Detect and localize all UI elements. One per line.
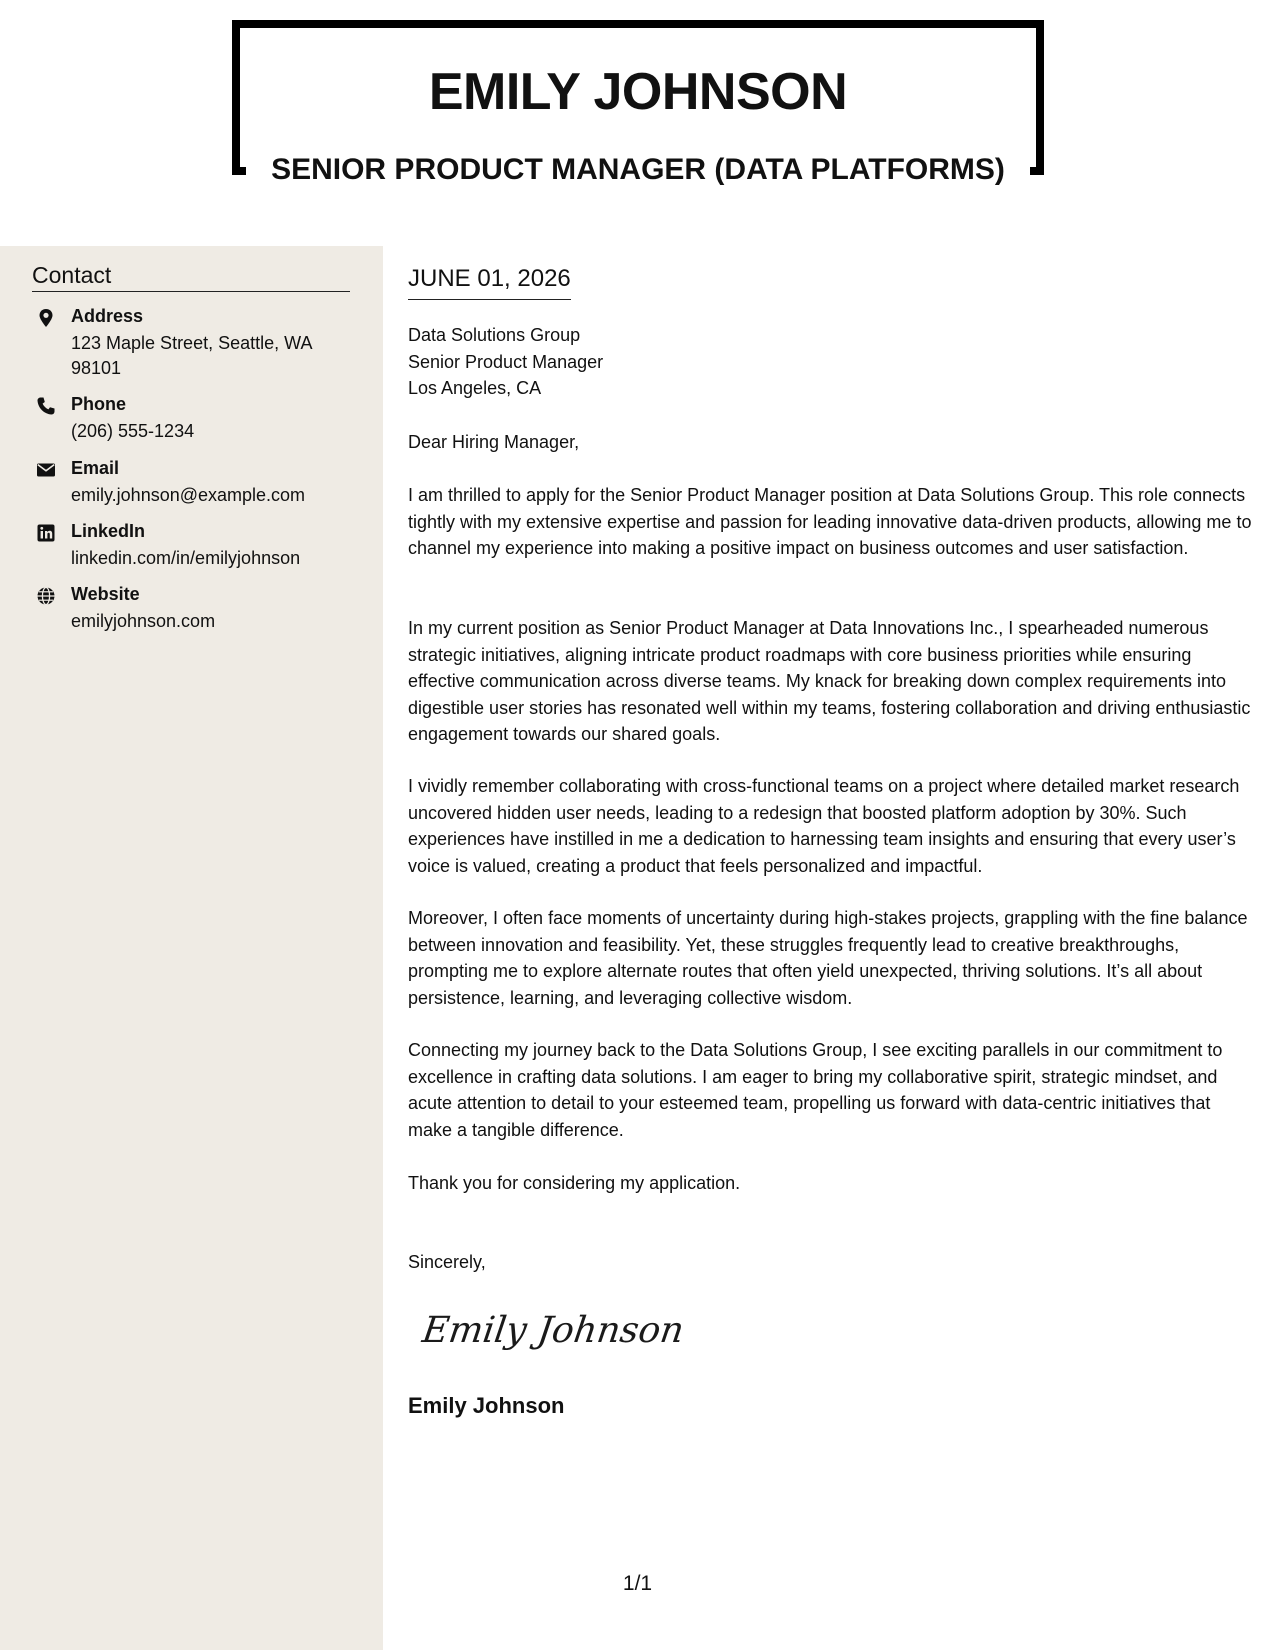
paragraph: Moreover, I often face moments of uncertainty during high-stakes projects, grappling with the fine balance between innovation and feasibility. Yet, these struggles frequently lead to creative breakthroughs, prompting me to explore alternate routes that often yield unexpected, thriving solutions. It’s all about persistence, learning, and leveraging collective wisdom. <box>408 908 1248 1008</box>
contact-value: emilyjohnson.com <box>71 611 216 631</box>
recipient-line: Data Solutions Group <box>408 325 581 345</box>
handwritten-signature <box>419 1300 687 1360</box>
sidebar <box>0 246 383 1650</box>
contact-value: (206) 555-1234 <box>71 421 195 441</box>
contact-heading: Contact <box>32 262 350 292</box>
recipient-line: Los Angeles, CA <box>408 378 542 398</box>
recipient-block <box>408 322 1253 402</box>
paragraph: In my current position as Senior Product Manager at Data Innovations Inc., I spearheaded numerous strategic initiatives, aligning intricate product roadmaps with core business priorities while ensuring effective communication across diverse teams. My knack for breaking down complex requirements into digestible user stories has resonated well within my teams, fostering collaboration and driving enthusiastic engagement towards our shared goals. <box>408 618 1251 744</box>
contact-label: Website <box>71 584 140 604</box>
contact-label: Email <box>71 458 120 478</box>
greeting: Dear Hiring Manager, <box>408 432 580 452</box>
globe-icon <box>36 586 56 606</box>
paragraph: Thank you for considering my application. <box>408 1173 741 1193</box>
recipient-line: Senior Product Manager <box>408 351 604 372</box>
contact-value: linkedin.com/in/emilyjohnson <box>71 548 301 568</box>
envelope-icon <box>36 460 56 480</box>
paragraph: Connecting my journey back to the Data Solutions Group, I see exciting parallels in our commitment to excellence in crafting data solutions. I am eager to bring my collaborative spirit, strategic mindset, and acute attention to detail to your esteemed team, propelling us forward with data-centric initiatives that make a tangible difference. <box>408 1040 1223 1140</box>
contact-value: emily.johnson@example.com <box>71 485 306 505</box>
signature-text: Emily Johnson <box>419 1308 687 1351</box>
page-number: 1/1 <box>622 1572 653 1595</box>
applicant-name: EMILY JOHNSON <box>428 63 848 121</box>
paragraph: I vividly remember collaborating with cross-functional teams on a project where detailed market research uncovered hidden user needs, leading to a redesign that boosted platform adoption by 30%. Such experiences have instilled in me a dedication to harnessing team insights and ensuring that every user’s voice is valued, creating a product that feels personalized and impactful. <box>408 776 1240 876</box>
paragraph: I am thrilled to apply for the Senior Product Manager position at Data Solutions Group. This role connects tightly with my extensive expertise and passion for leading innovative data-driven products, allowing me to channel my experience into making a positive impact on business outcomes and user satisfaction. <box>408 485 1252 558</box>
contact-value: 123 Maple Street, Seattle, WA 98101 <box>71 333 312 378</box>
linkedin-icon <box>36 523 56 543</box>
contact-label: Phone <box>71 394 127 414</box>
phone-icon <box>36 396 56 416</box>
contact-label: Address <box>71 306 144 326</box>
contact-label: LinkedIn <box>71 521 146 541</box>
map-pin-icon <box>36 308 56 328</box>
job-title: SENIOR PRODUCT MANAGER (DATA PLATFORMS) <box>271 153 1005 186</box>
signed-name: Emily Johnson <box>408 1393 565 1418</box>
closing: Sincerely, <box>408 1252 486 1272</box>
letter-date: JUNE 01, 2026 <box>408 265 571 300</box>
